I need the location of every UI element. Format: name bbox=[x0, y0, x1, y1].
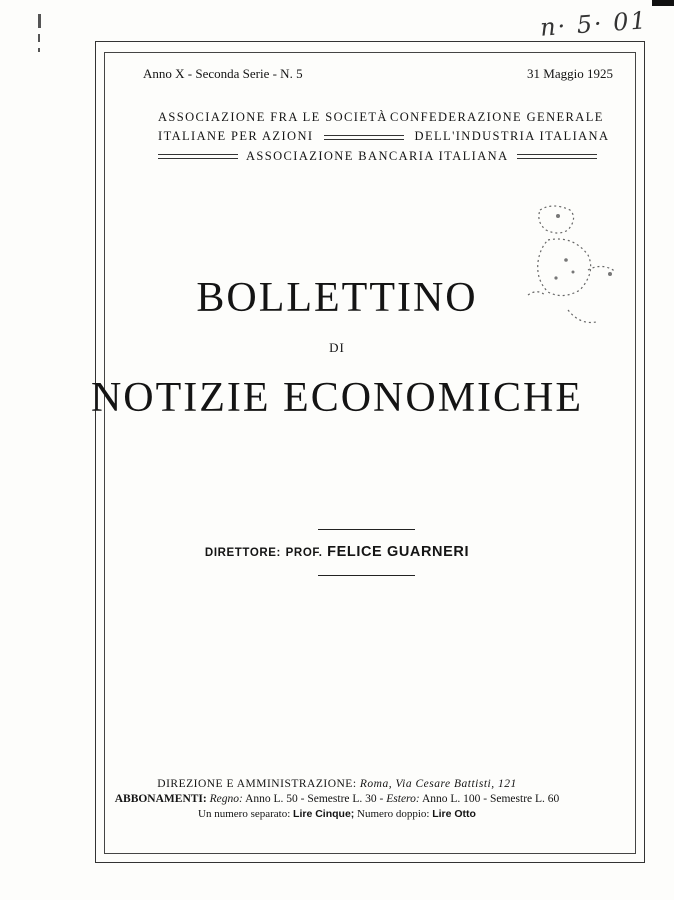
director-prefix: PROF. bbox=[285, 547, 323, 559]
double-rule bbox=[390, 135, 404, 140]
rule-top bbox=[318, 529, 415, 530]
assoc-left-line2-wrap bbox=[158, 129, 390, 144]
assoc-right-line1: CONFEDERAZIONE GENERALE bbox=[390, 110, 604, 124]
rule-bottom bbox=[318, 575, 415, 576]
binding-mark bbox=[38, 14, 41, 74]
title-notizie-economiche: NOTIZIE ECONOMICHE bbox=[90, 375, 584, 421]
assoc-right-line2: DELL'INDUSTRIA ITALIANA bbox=[414, 129, 610, 143]
footer-estero-label: Estero: bbox=[386, 793, 420, 805]
director-role: DIRETTORE: bbox=[204, 547, 281, 559]
footer-subs-label: ABBONAMENTI: bbox=[114, 793, 207, 805]
director-name: FELICE GUARNERI bbox=[327, 544, 470, 560]
footer-regno-value: Anno L. 50 - Semestre L. 30 - bbox=[245, 793, 384, 805]
footer-admin bbox=[0, 778, 674, 790]
double-rule bbox=[158, 154, 238, 159]
assoc-left-line2: ITALIANE PER AZIONI bbox=[158, 129, 314, 143]
issue-date: 31 Maggio 1925 bbox=[527, 66, 613, 81]
footer-single-label: Un numero separato: bbox=[198, 808, 291, 820]
assoc-left-line1: ASSOCIAZIONE FRA LE SOCIETÀ bbox=[158, 110, 388, 124]
footer-single-issue bbox=[0, 808, 674, 820]
page-corner-mark bbox=[652, 0, 674, 6]
title-connector: DI bbox=[329, 340, 345, 355]
inner-frame bbox=[104, 52, 636, 854]
footer-regno-label: Regno: bbox=[209, 793, 243, 805]
footer-admin-label: DIREZIONE E AMMINISTRAZIONE: bbox=[157, 778, 357, 790]
footer-subscriptions bbox=[0, 793, 674, 805]
director-line bbox=[0, 544, 674, 560]
footer-single-value: Lire Cinque; bbox=[293, 808, 355, 820]
footer-estero-value: Anno L. 100 - Semestre L. 60 bbox=[421, 793, 560, 805]
footer-admin-address: Roma, Via Cesare Battisti, 121 bbox=[359, 778, 517, 790]
assoc-right-line2-wrap bbox=[390, 129, 609, 144]
issue-line bbox=[143, 66, 613, 82]
double-rule bbox=[517, 154, 597, 159]
title-bollettino: BOLLETTINO bbox=[196, 275, 478, 321]
footer-double-value: Lire Otto bbox=[432, 808, 476, 820]
double-rule bbox=[324, 135, 390, 140]
issue-volume: Anno X - Seconda Serie - N. 5 bbox=[143, 66, 303, 81]
assoc-bank-line bbox=[158, 149, 588, 164]
footer-double-label: Numero doppio: bbox=[357, 808, 430, 820]
assoc-bank: ASSOCIAZIONE BANCARIA ITALIANA bbox=[246, 149, 509, 163]
handwritten-note: n· 5· 01 bbox=[539, 6, 649, 42]
